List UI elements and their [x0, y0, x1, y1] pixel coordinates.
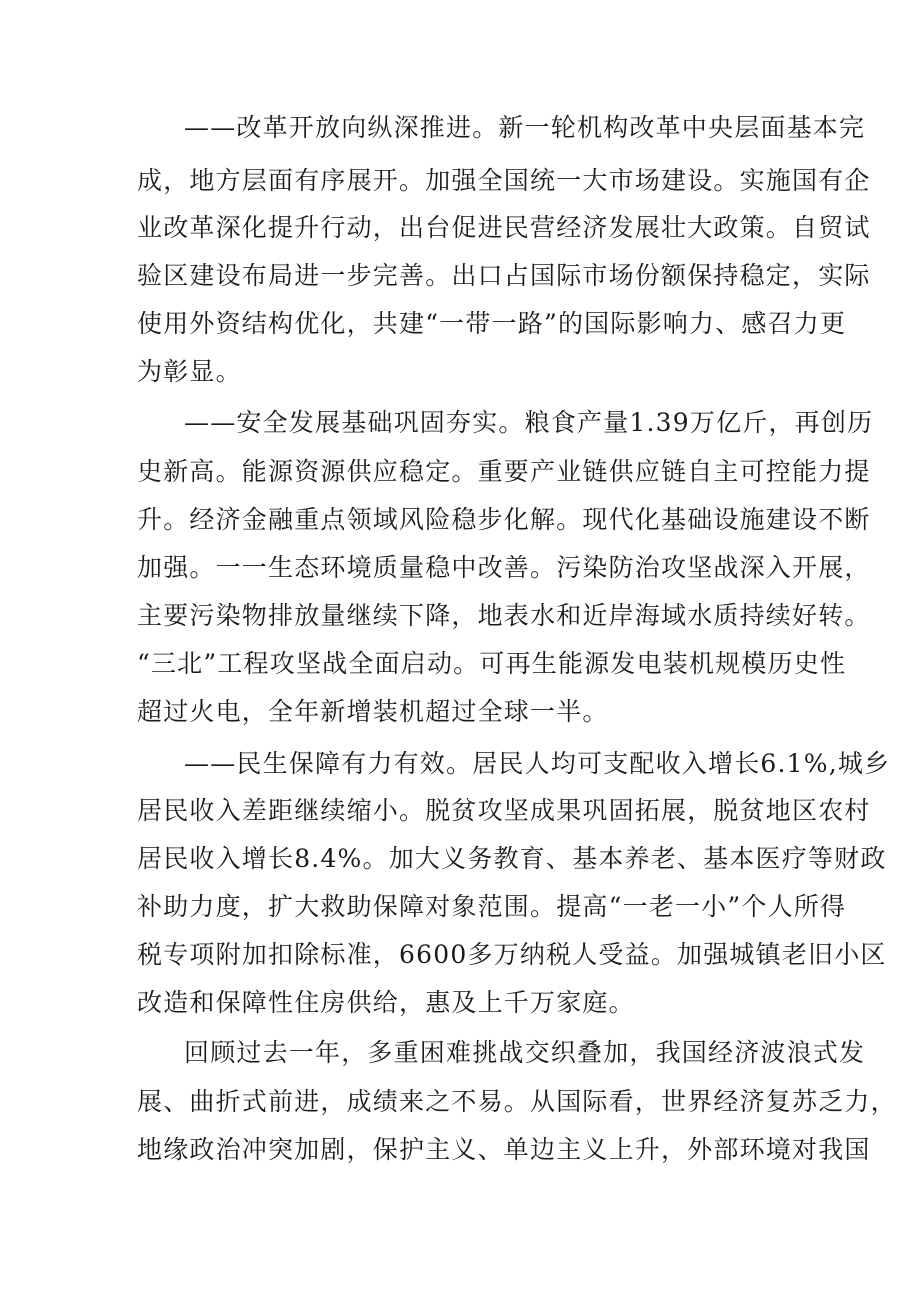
- text-line: 史新高。能源资源供应稳定。重要产业链供应链自主可控能力提: [137, 457, 871, 486]
- text-line: ——改革开放向纵深推进。新一轮机构改革中央层面基本完: [184, 113, 866, 142]
- text-line: 验区建设布局进一步完善。出口占国际市场份额保持稳定，实际: [137, 261, 871, 290]
- text-line: 展、曲折式前进，成绩来之不易。从国际看，世界经济复苏乏力，: [137, 1087, 897, 1116]
- text-line: 补助力度，扩大救助保障对象范围。提高“一老一小”个人所得: [137, 892, 847, 921]
- text-line: 为彰显。: [137, 357, 242, 386]
- text-line: 地缘政治冲突加剧，保护主义、单边主义上升，外部环境对我国: [137, 1135, 871, 1164]
- text-line: “三北”工程攻坚战全面启动。可再生能源发电装机规模历史性: [137, 649, 847, 678]
- text-line: 使用外资结构优化，共建“一带一路”的国际影响力、感召力更: [137, 309, 847, 338]
- text-line: 税专项附加扣除标准，6600多万纳税人受益。加强城镇老旧小区: [137, 940, 887, 969]
- text-line: 成，地方层面有序展开。加强全国统一大市场建设。实施国有企: [137, 166, 871, 195]
- text-line: 升。经济金融重点领域风险稳步化解。现代化基础设施建设不断: [137, 505, 871, 534]
- text-line: ——民生保障有力有效。居民人均可支配收入增长6.1%,城乡: [184, 749, 891, 778]
- text-line: 业改革深化提升行动，出台促进民营经济发展壮大政策。自贸试: [137, 213, 871, 242]
- text-line: 主要污染物排放量继续下降，地表水和近岸海域水质持续好转。: [137, 601, 871, 630]
- text-line: 居民收入增长8.4%。加大义务教育、基本养老、基本医疗等财政: [137, 844, 887, 873]
- text-line: 居民收入差距继续缩小。脱贫攻坚成果巩固拓展，脱贫地区农村: [137, 796, 871, 825]
- text-line: 加强。一一生态环境质量稳中改善。污染防治攻坚战深入开展，: [137, 553, 871, 582]
- text-line: ——安全发展基础巩固夯实。粮食产量1.39万亿斤，再创历: [184, 408, 874, 437]
- text-line: 超过火电，全年新增装机超过全球一半。: [137, 697, 609, 726]
- text-line: 改造和保障性住房供给，惠及上千万家庭。: [137, 988, 635, 1017]
- text-line: 回顾过去一年，多重困难挑战交织叠加，我国经济波浪式发: [184, 1038, 866, 1067]
